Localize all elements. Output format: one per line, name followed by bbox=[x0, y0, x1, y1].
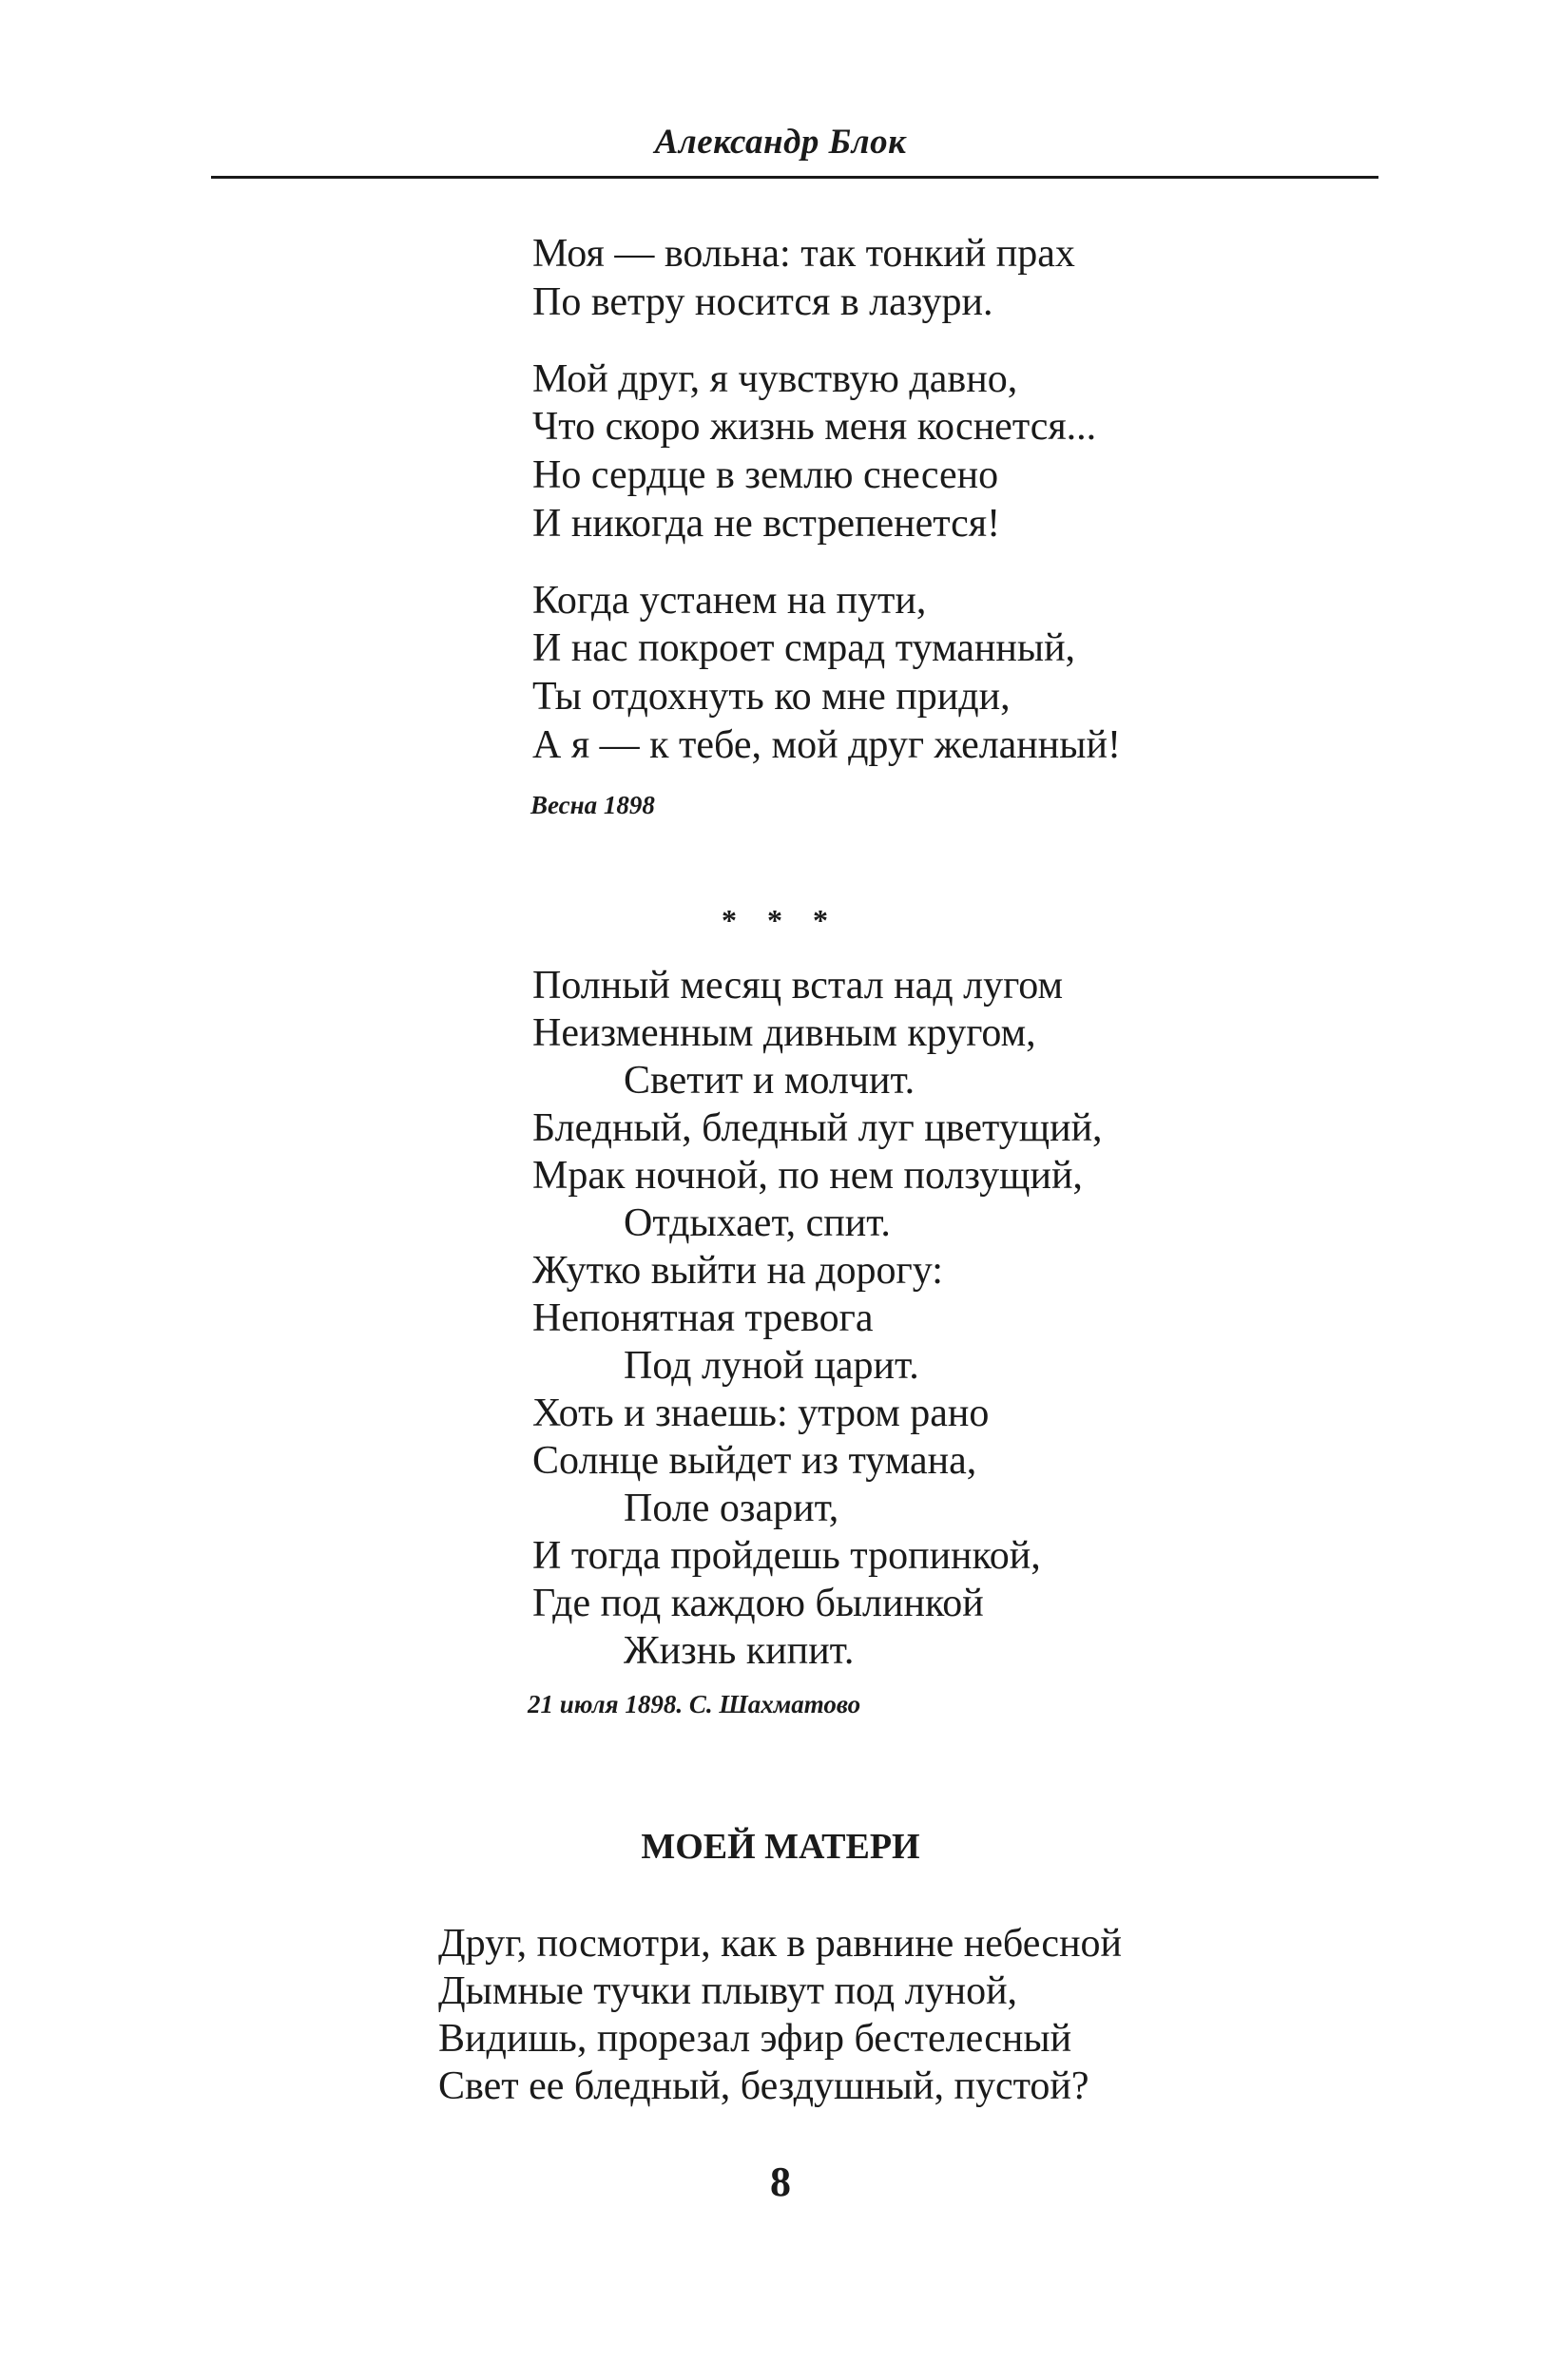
poem1-line: По ветру носится в лазури. bbox=[532, 280, 993, 324]
poem2-line: Жизнь кипит. bbox=[624, 1629, 855, 1673]
poem3-line: Видишь, прорезал эфир бестелесный bbox=[438, 2017, 1072, 2061]
poem3-line: Друг, посмотри, как в равнине небесной bbox=[438, 1922, 1123, 1966]
poem1-line: Когда устанем на пути, bbox=[532, 579, 927, 623]
poem2-line: Жутко выйти на дорогу: bbox=[532, 1249, 943, 1293]
poem3-title: МОЕЙ МАТЕРИ bbox=[641, 1827, 920, 1867]
section-separator: * * * bbox=[722, 903, 839, 937]
poem1-line: Но сердце в землю снесено bbox=[532, 453, 999, 497]
poem2-line: Хоть и знаешь: утром рано bbox=[532, 1392, 990, 1435]
header-rule bbox=[211, 176, 1378, 179]
poem2-line: Светит и молчит. bbox=[624, 1059, 915, 1103]
poem2-line: Мрак ночной, по нем ползущий, bbox=[532, 1154, 1083, 1198]
poem3-line: Дымные тучки плывут под луной, bbox=[438, 1969, 1018, 2013]
poem1-line: Ты отдохнуть ко мне приди, bbox=[532, 675, 1011, 719]
poem2-line: Полный месяц встал над лугом bbox=[532, 964, 1064, 1008]
poem1-line: И никогда не встрепенется! bbox=[532, 502, 1001, 546]
poem3-line: Свет ее бледный, бездушный, пустой? bbox=[438, 2064, 1089, 2108]
poem1-line: Мой друг, я чувствую давно, bbox=[532, 357, 1018, 401]
poem2-line: Под луной царит. bbox=[624, 1344, 919, 1388]
running-head-author: Александр Блок bbox=[654, 123, 907, 162]
poem1-line: Моя — вольна: так тонкий прах bbox=[532, 232, 1075, 276]
poem1-date: Весна 1898 bbox=[530, 791, 655, 819]
poem2-line: Солнце выйдет из тумана, bbox=[532, 1439, 977, 1483]
poem2-line: Неизменным дивным кругом, bbox=[532, 1011, 1036, 1055]
poem2-line: И тогда пройдешь тропинкой, bbox=[532, 1534, 1041, 1578]
poem2-date: 21 июля 1898. С. Шахматово bbox=[528, 1690, 861, 1718]
poem2-line: Отдыхает, спит. bbox=[624, 1201, 891, 1245]
poem1-line: Что скоро жизнь меня коснется... bbox=[532, 405, 1097, 449]
page-number: 8 bbox=[770, 2159, 791, 2205]
poem1-line: А я — к тебе, мой друг желанный! bbox=[532, 723, 1121, 767]
poem2-line: Непонятная тревога bbox=[532, 1296, 874, 1340]
poem2-line: Бледный, бледный луг цветущий, bbox=[532, 1106, 1103, 1150]
poem2-line: Где под каждою былинкой bbox=[532, 1582, 984, 1625]
poem1-line: И нас покроет смрад туманный, bbox=[532, 626, 1076, 670]
poem2-line: Поле озарит, bbox=[624, 1487, 839, 1530]
